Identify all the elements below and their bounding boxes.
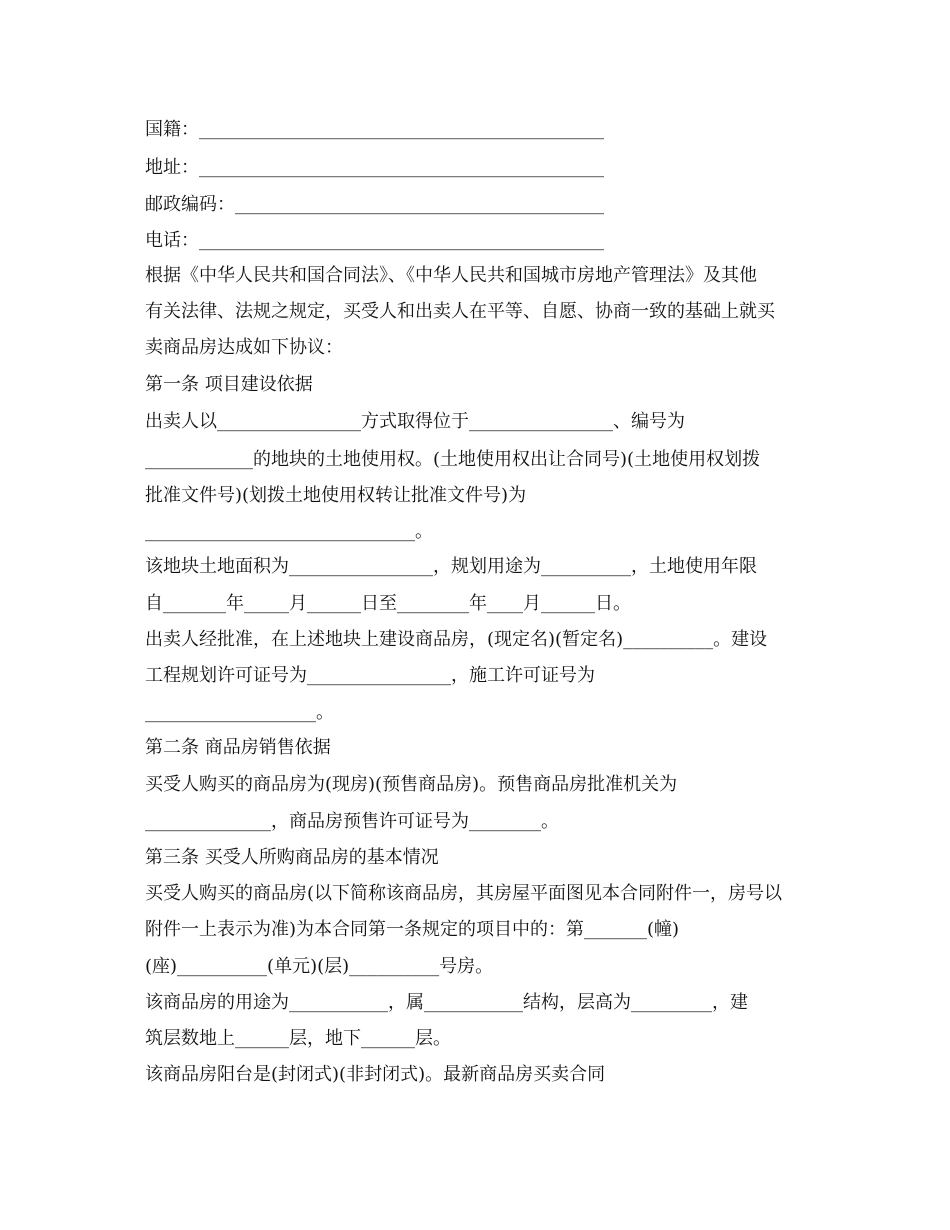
paragraph-line: ______________________________。 <box>145 521 433 542</box>
paragraph-line: 有关法律、法规之规定，买受人和出卖人在平等、自愿、协商一致的基础上就买 <box>145 301 775 322</box>
paragraph-line: 卖商品房达成如下协议： <box>145 337 343 358</box>
paragraph-line: 该地块土地面积为________________，规划用途为__________，土地使用年限 <box>145 556 757 577</box>
section-heading: 第三条 买受人所购商品房的基本情况 <box>145 847 439 868</box>
paragraph-line: ___________________。 <box>145 702 334 723</box>
section-heading: 第一条 项目建设依据 <box>145 374 313 395</box>
field-nationality: 国籍：_____________________________________________ <box>145 119 604 140</box>
paragraph-line: 附件一上表示为准)为本合同第一条规定的项目中的：第_______(幢) <box>145 919 680 940</box>
section-heading: 第二条 商品房销售依据 <box>145 737 331 758</box>
paragraph-line: 该商品房的用途为___________，属___________结构，层高为_________，建 <box>145 992 748 1013</box>
paragraph-line: 出卖人以________________方式取得位于________________、编号为 <box>145 411 685 432</box>
paragraph-line: 筑层数地上______层，地下______层。 <box>145 1028 451 1049</box>
paragraph-line: 工程规划许可证号为________________，施工许可证号为 <box>145 665 595 686</box>
field-address: 地址：_____________________________________________ <box>145 157 604 178</box>
paragraph-line: (座)__________(单元)(层)__________号房。 <box>145 956 494 977</box>
field-postal-code: 邮政编码：_________________________________________ <box>145 194 604 215</box>
paragraph-line: 根据《中华人民共和国合同法》、《中华人民共和国城市房地产管理法》及其他 <box>145 265 757 286</box>
paragraph-line: 自_______年_____月______日至________年____月______日。 <box>145 593 631 614</box>
paragraph-line: 出卖人经批准，在上述地块上建设商品房，(现定名)(暂定名)__________。建设 <box>145 629 768 650</box>
field-phone: 电话：_____________________________________________ <box>145 230 604 251</box>
paragraph-line: 买受人购买的商品房为(现房)(预售商品房)。预售商品房批准机关为 <box>145 774 678 795</box>
paragraph-line: ______________，商品房预售许可证号为________。 <box>145 811 559 832</box>
paragraph-line: ____________的地块的土地使用权。(土地使用权出让合同号)(土地使用权划拨 <box>145 449 761 470</box>
paragraph-line: 该商品房阳台是(封闭式)(非封闭式)。最新商品房买卖合同 <box>145 1064 606 1085</box>
paragraph-line: 批准文件号)(划拨土地使用权转让批准文件号)为 <box>145 485 527 506</box>
paragraph-line: 买受人购买的商品房(以下简称该商品房，其房屋平面图见本合同附件一，房号以 <box>145 883 783 904</box>
